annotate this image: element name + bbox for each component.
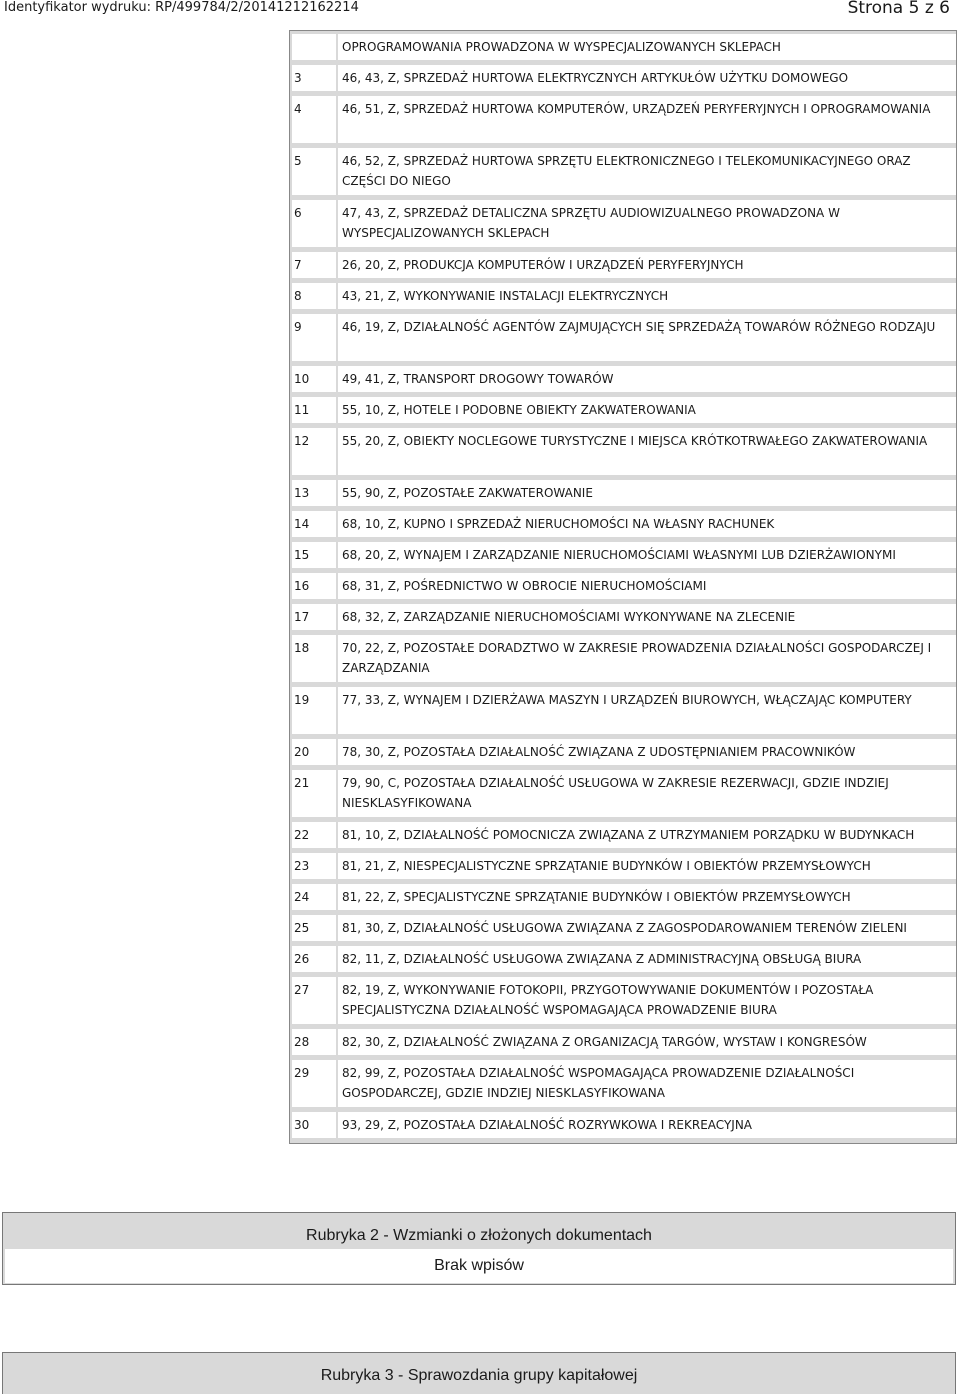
row-number-cell [292,542,336,568]
table-row [290,96,956,143]
table-row [290,148,956,195]
row-number-cell [292,687,336,734]
row-description-cell [338,604,956,630]
row-number-cell [292,915,336,941]
table-row [290,200,956,247]
row-number: 29 [294,1066,310,1080]
row-number-cell [292,884,336,910]
row-number: 26 [294,952,310,966]
row-number: 20 [294,745,310,759]
row-description-cell [338,884,956,910]
row-description: 81, 22, Z, SPECJALISTYCZNE SPRZĄTANIE BUDYNKÓW I OBIEKTÓW PRZEMYSŁOWYCH [342,890,851,904]
pkd-activity-table [289,30,957,1144]
print-identifier: Identyfikator wydruku: RP/499784/2/20141212162214 [4,0,359,15]
row-number-cell [292,977,336,1024]
page-number: Strona 5 z 6 [847,0,950,18]
table-row [290,573,956,599]
row-number-cell [292,635,336,682]
row-description: OPROGRAMOWANIA PROWADZONA W WYSPECJALIZOWANYCH SKLEPACH [342,40,781,54]
row-number-cell [292,604,336,630]
row-number-cell [292,252,336,278]
row-number-cell [292,511,336,537]
row-number-cell [292,200,336,247]
row-description-cell [338,915,956,941]
row-description-cell [338,853,956,879]
row-number: 6 [294,206,302,220]
rubryka-3-title: Rubryka 3 - Sprawozdania grupy kapitałowej [320,1367,638,1384]
row-description: 46, 52, Z, SPRZEDAŻ HURTOWA SPRZĘTU ELEKTRONICZNEGO I TELEKOMUNIKACYJNEGO ORAZ CZĘŚCI DO NIEGO [342,154,911,188]
table-row [290,884,956,910]
row-description: 93, 29, Z, POZOSTAŁA DZIAŁALNOŚĆ ROZRYWKOWA I REKREACYJNA [342,1118,753,1132]
row-number: 7 [294,258,302,272]
table-row [290,397,956,423]
row-number: 18 [294,641,310,655]
row-number: 10 [294,372,310,386]
row-number-cell [292,770,336,817]
row-number: 27 [294,983,310,997]
row-number: 14 [294,517,310,531]
row-description-cell [338,366,956,392]
row-description-cell [338,542,956,568]
row-number-cell [292,739,336,765]
row-number-cell [292,314,336,361]
row-number-cell [292,573,336,599]
row-description-cell [338,252,956,278]
row-number-cell [292,34,336,60]
table-row [290,1060,956,1107]
table-row [290,915,956,941]
row-description: 82, 30, Z, DZIAŁALNOŚĆ ZWIĄZANA Z ORGANIZACJĄ TARGÓW, WYSTAW I KONGRESÓW [342,1035,867,1049]
row-description: 81, 30, Z, DZIAŁALNOŚĆ USŁUGOWA ZWIĄZANA Z ZAGOSPODAROWANIEM TERENÓW ZIELENI [342,921,907,935]
row-description: 55, 20, Z, OBIEKTY NOCLEGOWE TURYSTYCZNE I MIEJSCA KRÓTKOTRWAŁEGO ZAKWATEROWANIA [342,434,928,448]
row-description: 81, 10, Z, DZIAŁALNOŚĆ POMOCNICZA ZWIĄZANA Z UTRZYMANIEM PORZĄDKU W BUDYNKACH [342,828,915,842]
row-number-cell [292,822,336,848]
page-header [4,0,950,20]
row-number-cell [292,283,336,309]
row-description: 81, 21, Z, NIESPECJALISTYCZNE SPRZĄTANIE BUDYNKÓW I OBIEKTÓW PRZEMYSŁOWYCH [342,859,871,873]
table-row [290,252,956,278]
row-number: 24 [294,890,310,904]
table-row [290,770,956,817]
table-row [290,34,956,60]
row-number: 15 [294,548,310,562]
row-description: 46, 19, Z, DZIAŁALNOŚĆ AGENTÓW ZAJMUJĄCYCH SIĘ SPRZEDAŻĄ TOWARÓW RÓŻNEGO RODZAJU [342,320,936,334]
rubryka-2-title: Rubryka 2 - Wzmianki o złożonych dokumentach [306,1227,652,1244]
row-description-cell [338,283,956,309]
row-description-cell [338,314,956,361]
row-number-cell [292,853,336,879]
row-number-cell [292,366,336,392]
table-row [290,480,956,506]
table-row [290,1029,956,1055]
row-description-cell [338,635,956,682]
row-description: 68, 20, Z, WYNAJEM I ZARZĄDZANIE NIERUCHOMOŚCIAMI WŁASNYMI LUB DZIERŻAWIONYMI [342,548,896,562]
row-number-cell [292,1029,336,1055]
row-description: 82, 99, Z, POZOSTAŁA DZIAŁALNOŚĆ WSPOMAGAJĄCA PROWADZENIE DZIAŁALNOŚCI GOSPODARCZEJ, GDZIE INDZIEJ NIESKLASYFIKOWANA [342,1066,855,1100]
row-description: 68, 32, Z, ZARZĄDZANIE NIERUCHOMOŚCIAMI WYKONYWANE NA ZLECENIE [342,610,796,624]
table-row [290,366,956,392]
row-description: 70, 22, Z, POZOSTAŁE DORADZTWO W ZAKRESIE PROWADZENIA DZIAŁALNOŚCI GOSPODARCZEJ I ZARZĄDZANIA [342,641,932,675]
row-description-cell [338,428,956,475]
row-description: 55, 10, Z, HOTELE I PODOBNE OBIEKTY ZAKWATEROWANIA [342,403,696,417]
row-number: 21 [294,776,310,790]
row-description-cell [338,977,956,1024]
table-row [290,542,956,568]
row-number: 23 [294,859,310,873]
row-description-cell [338,1112,956,1138]
row-description-cell [338,1060,956,1107]
row-number-cell [292,397,336,423]
row-number-cell [292,148,336,195]
row-description: 79, 90, C, POZOSTAŁA DZIAŁALNOŚĆ USŁUGOWA W ZAKRESIE REZERWACJI, GDZIE INDZIEJ NIESKLASYFIKOWANA [342,776,889,810]
row-number: 9 [294,320,302,334]
table-row [290,635,956,682]
row-description-cell [338,96,956,143]
row-description: 77, 33, Z, WYNAJEM I DZIERŻAWA MASZYN I URZĄDZEŃ BIUROWYCH, WŁĄCZAJĄC KOMPUTERY [342,693,912,707]
row-number: 25 [294,921,310,935]
row-number-cell [292,946,336,972]
row-number-cell [292,1060,336,1107]
row-number: 11 [294,403,310,417]
row-description: 55, 90, Z, POZOSTAŁE ZAKWATEROWANIE [342,486,593,500]
row-number: 8 [294,289,302,303]
row-description-cell [338,148,956,195]
row-description: 82, 11, Z, DZIAŁALNOŚĆ USŁUGOWA ZWIĄZANA Z ADMINISTRACYJNĄ OBSŁUGĄ BIURA [342,952,862,966]
table-row [290,1112,956,1138]
row-number-cell [292,65,336,91]
row-number: 22 [294,828,310,842]
row-number-cell [292,1112,336,1138]
row-number: 13 [294,486,310,500]
row-number-cell [292,480,336,506]
row-number-cell [292,428,336,475]
row-number: 16 [294,579,310,593]
row-number: 17 [294,610,310,624]
table-row [290,853,956,879]
row-number-cell [292,96,336,143]
table-row [290,65,956,91]
row-description-cell [338,480,956,506]
row-description: 82, 19, Z, WYKONYWANIE FOTOKOPII, PRZYGOTOWYWANIE DOKUMENTÓW I POZOSTAŁA SPECJALISTYCZNA DZIAŁALNOŚĆ WSPOMAGAJĄCA PROWADZENIE BIURA [342,983,874,1017]
rubryka-2-section [2,1212,956,1285]
row-description: 43, 21, Z, WYKONYWANIE INSTALACJI ELEKTRYCZNYCH [342,289,669,303]
row-number: 4 [294,102,302,116]
row-description-cell [338,687,956,734]
row-description: 47, 43, Z, SPRZEDAŻ DETALICZNA SPRZĘTU AUDIOWIZUALNEGO PROWADZONA W WYSPECJALIZOWANYCH SKLEPACH [342,206,840,240]
row-description-cell [338,946,956,972]
rubryka-2-value: Brak wpisów [434,1257,524,1274]
row-number: 3 [294,71,302,85]
row-number: 12 [294,434,310,448]
row-description-cell [338,770,956,817]
table-row [290,511,956,537]
row-description: 49, 41, Z, TRANSPORT DROGOWY TOWARÓW [342,372,614,386]
row-description-cell [338,397,956,423]
row-description-cell [338,200,956,247]
rubryka-3-section [2,1352,956,1394]
row-description: 46, 43, Z, SPRZEDAŻ HURTOWA ELEKTRYCZNYCH ARTYKUŁÓW UŻYTKU DOMOWEGO [342,71,849,85]
rubryka-2-content [5,1249,953,1283]
row-description-cell [338,1029,956,1055]
table-row [290,314,956,361]
row-description: 68, 10, Z, KUPNO I SPRZEDAŻ NIERUCHOMOŚCI NA WŁASNY RACHUNEK [342,517,775,531]
table-row [290,428,956,475]
row-description-cell [338,822,956,848]
row-description: 26, 20, Z, PRODUKCJA KOMPUTERÓW I URZĄDZEŃ PERYFERYJNYCH [342,258,744,272]
row-description: 46, 51, Z, SPRZEDAŻ HURTOWA KOMPUTERÓW, URZĄDZEŃ PERYFERYJNYCH I OPROGRAMOWANIA [342,102,931,116]
table-row [290,283,956,309]
row-description-cell [338,511,956,537]
table-row [290,604,956,630]
table-row [290,687,956,734]
table-row [290,739,956,765]
row-description-cell [338,573,956,599]
table-row [290,946,956,972]
row-number: 30 [294,1118,310,1132]
table-row [290,822,956,848]
row-number: 19 [294,693,310,707]
row-description: 78, 30, Z, POZOSTAŁA DZIAŁALNOŚĆ ZWIĄZANA Z UDOSTĘPNIANIEM PRACOWNIKÓW [342,745,856,759]
row-number: 5 [294,154,302,168]
row-description-cell [338,65,956,91]
table-row [290,977,956,1024]
row-number: 28 [294,1035,310,1049]
row-description: 68, 31, Z, POŚREDNICTWO W OBROCIE NIERUCHOMOŚCIAMI [342,579,707,593]
row-description-cell [338,34,956,60]
row-description-cell [338,739,956,765]
